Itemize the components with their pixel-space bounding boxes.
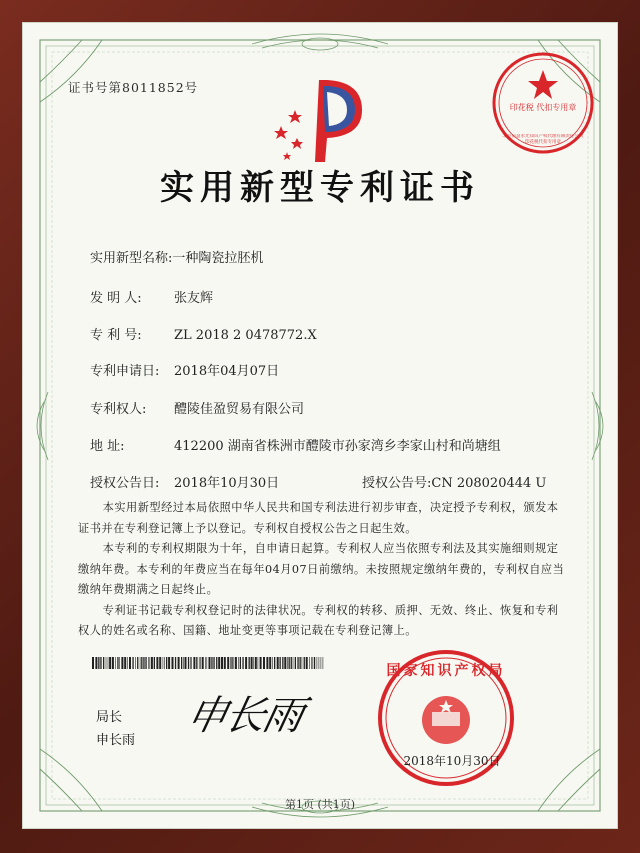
director-signature: 申长雨 xyxy=(182,693,307,739)
barcode-bar xyxy=(115,657,116,669)
certificate-title: 实用新型专利证书 xyxy=(160,168,480,208)
barcode-bar xyxy=(108,657,109,669)
barcode-bar xyxy=(274,657,275,669)
tax-stamp xyxy=(490,50,596,156)
barcode-bar xyxy=(221,657,223,669)
barcode-bar xyxy=(148,657,149,669)
field-application-date xyxy=(90,360,279,379)
barcode-bar xyxy=(127,657,128,669)
stamp-ring-text: 北京信慧永光知识产权代理有限责任公司 印花税代扣专用章 xyxy=(502,134,584,145)
barcode-bar xyxy=(121,657,123,669)
barcode-bar xyxy=(216,657,217,669)
barcode-bar xyxy=(224,657,226,669)
barcode-bar xyxy=(213,657,214,669)
field-value: CN 208020444 U xyxy=(431,476,547,491)
barcode-bar xyxy=(137,657,138,669)
barcode-bar xyxy=(207,657,208,669)
barcode-bar xyxy=(253,657,254,669)
barcode-bar xyxy=(151,657,153,669)
field-value: 412200 湖南省株洲市醴陵市孙家湾乡李家山村和尚塘组 xyxy=(174,439,501,454)
barcode-bar xyxy=(263,657,265,669)
barcode-bar xyxy=(103,657,104,669)
barcode-bar xyxy=(251,657,253,669)
barcode-bar xyxy=(129,657,131,669)
official-seal xyxy=(376,648,516,788)
barcode-bar xyxy=(231,657,232,669)
seal-ring-text: 国家知识产权局 xyxy=(386,663,506,679)
barcode-bar xyxy=(227,657,229,669)
field-address xyxy=(90,435,501,454)
barcode-bar xyxy=(183,657,184,669)
barcode-bar xyxy=(117,657,118,669)
barcode-bar xyxy=(140,657,141,669)
barcode xyxy=(92,657,324,669)
barcode-bar xyxy=(119,657,120,669)
barcode-bar xyxy=(181,657,182,669)
body-paragraph-grant: 本实用新型经过本局依照中华人民共和国专利法进行初步审查，决定授予专利权，颁发本证书并在专利登记簿上予以登记。专利权自授权公告之日起生效。 xyxy=(78,501,559,535)
barcode-bar xyxy=(156,657,158,669)
director-title: 局长 xyxy=(96,710,123,725)
barcode-bar xyxy=(193,657,195,669)
barcode-bar xyxy=(150,657,151,669)
field-label: 授权公告号: xyxy=(362,476,432,491)
barcode-bar xyxy=(309,657,310,669)
field-patentee xyxy=(90,398,304,417)
barcode-bar xyxy=(100,657,101,669)
barcode-bar xyxy=(245,657,247,669)
barcode-bar xyxy=(314,657,315,669)
barcode-bar xyxy=(92,657,94,669)
barcode-bar xyxy=(291,657,292,669)
field-label: 专利权人: xyxy=(90,402,147,417)
field-label: 专 利 号: xyxy=(90,328,142,343)
field-grant-date xyxy=(90,472,279,491)
barcode-bar xyxy=(230,657,231,669)
barcode-bar xyxy=(109,657,111,669)
barcode-bar xyxy=(255,657,257,669)
barcode-bar xyxy=(200,657,201,669)
barcode-bar xyxy=(218,657,220,669)
barcode-bar xyxy=(190,657,191,669)
barcode-bar xyxy=(141,657,142,669)
barcode-bar xyxy=(323,657,324,669)
barcode-bar xyxy=(191,657,192,669)
barcode-bar xyxy=(306,657,308,669)
body-paragraph-legal-status: 专利证书记载专利权登记时的法律状况。专利权的转移、质押、无效、终止、恢复和专利权人的姓名或名称、国籍、地址变更等事项记载在专利登记簿上。 xyxy=(78,603,559,637)
certificate-body xyxy=(78,498,568,642)
seal-date: 2018年10月30日 xyxy=(403,754,501,768)
barcode-bar xyxy=(106,657,107,669)
field-utility-model-name xyxy=(90,247,263,266)
barcode-bar xyxy=(234,657,235,669)
barcode-bar xyxy=(258,657,259,669)
barcode-bar xyxy=(300,657,301,669)
barcode-bar xyxy=(272,657,273,669)
field-inventor xyxy=(90,287,213,306)
barcode-bar xyxy=(240,657,241,669)
body-paragraph-term: 本专利的专利权期限为十年，自申请日起算。专利权人应当依照专利法及其实施细则规定缴纳年费。本专利的年费应当在每年04月07日前缴纳。未按照规定缴纳年费的，专利权自应当缴纳年费期满之日起终止。 xyxy=(78,542,565,596)
barcode-bar xyxy=(235,657,237,669)
field-value: 醴陵佳盈贸易有限公司 xyxy=(174,402,305,417)
field-label: 发 明 人: xyxy=(90,291,142,306)
field-label: 地 址: xyxy=(90,439,125,454)
barcode-bar xyxy=(154,657,155,669)
barcode-bar xyxy=(317,657,318,669)
field-patent-number xyxy=(90,324,317,343)
barcode-bar xyxy=(249,657,250,669)
barcode-bar xyxy=(164,657,165,669)
barcode-bar xyxy=(319,657,320,669)
barcode-bar xyxy=(168,657,170,669)
barcode-bar xyxy=(242,657,243,669)
barcode-bar xyxy=(277,657,279,669)
barcode-bar xyxy=(304,657,305,669)
barcode-bar xyxy=(172,657,174,669)
barcode-bar xyxy=(124,657,126,669)
barcode-bar xyxy=(266,657,268,669)
barcode-bar xyxy=(297,657,298,669)
barcode-bar xyxy=(163,657,164,669)
barcode-bar xyxy=(295,657,296,669)
barcode-bar xyxy=(282,657,283,669)
barcode-bar xyxy=(159,657,161,669)
field-label: 实用新型名称: xyxy=(90,251,173,266)
field-label: 专利申请日: xyxy=(90,364,160,379)
stamp-center-text: 印花税 代扣专用章 xyxy=(509,103,577,112)
field-value: ZL 2018 2 0478772.X xyxy=(174,328,317,343)
barcode-bar xyxy=(199,657,200,669)
field-grant-number xyxy=(362,472,546,491)
barcode-bar xyxy=(175,657,176,669)
barcode-bar xyxy=(166,657,167,669)
barcode-bar xyxy=(132,657,133,669)
barcode-bar xyxy=(112,657,114,669)
field-value: 一种陶瓷拉胚机 xyxy=(172,251,264,266)
barcode-bar xyxy=(293,657,294,669)
certificate-number: 证书号第8011852号 xyxy=(68,80,199,95)
barcode-bar xyxy=(202,657,204,669)
barcode-bar xyxy=(260,657,262,669)
field-value: 2018年10月30日 xyxy=(174,476,280,491)
barcode-bar xyxy=(188,657,189,669)
barcode-bar xyxy=(145,657,146,669)
director-name: 申长雨 xyxy=(96,733,136,748)
barcode-bar xyxy=(178,657,180,669)
barcode-bar xyxy=(95,657,97,669)
barcode-bar xyxy=(302,657,303,669)
field-label: 授权公告日: xyxy=(90,476,160,491)
barcode-bar xyxy=(135,657,136,669)
barcode-bar xyxy=(289,657,290,669)
barcode-bar xyxy=(284,657,286,669)
patent-office-logo-icon xyxy=(267,70,377,170)
barcode-bar xyxy=(185,657,187,669)
barcode-bar xyxy=(313,657,314,669)
page-number: 第1页 (共1页) xyxy=(284,798,356,811)
barcode-bar xyxy=(209,657,211,669)
field-value: 张友辉 xyxy=(174,291,214,306)
field-value: 2018年04月07日 xyxy=(174,364,280,379)
barcode-bar xyxy=(280,657,281,669)
barcode-bar xyxy=(287,657,288,669)
barcode-bar xyxy=(98,657,99,669)
barcode-bar xyxy=(211,657,212,669)
barcode-bar xyxy=(321,657,322,669)
barcode-bar xyxy=(196,657,197,669)
barcode-bar xyxy=(311,657,312,669)
barcode-bar xyxy=(238,657,239,669)
barcode-bar xyxy=(205,657,206,669)
barcode-bar xyxy=(269,657,271,669)
barcode-bar xyxy=(143,657,144,669)
